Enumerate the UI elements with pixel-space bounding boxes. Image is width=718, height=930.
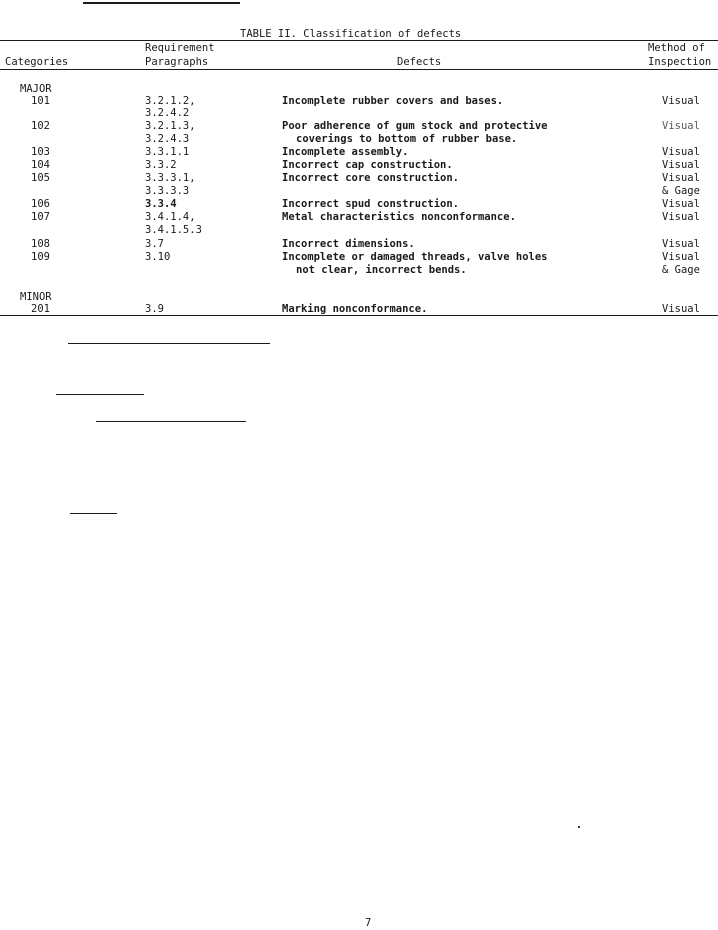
row-108-method: Visual — [662, 238, 700, 250]
row-101-category: 101 — [31, 95, 50, 107]
redaction-line-1 — [68, 343, 270, 344]
header-requirement-1: Requirement — [145, 42, 215, 54]
row-107-paragraph-1: 3.4.1.4, — [145, 211, 196, 223]
row-106-defect: Incorrect spud construction. — [282, 198, 460, 210]
row-201-method: Visual — [662, 303, 700, 315]
row-104-method: Visual — [662, 159, 700, 171]
header-categories: Categories — [5, 56, 69, 68]
row-105-defect: Incorrect core construction. — [282, 172, 460, 184]
table-top-rule — [0, 40, 718, 41]
group-label-minor: MINOR — [20, 291, 52, 303]
group-label-major: MAJOR — [20, 83, 52, 95]
row-105-paragraph-1: 3.3.3.1, — [145, 172, 196, 184]
top-redaction-line — [83, 2, 240, 4]
row-102-paragraph-2: 3.2.4.3 — [145, 133, 190, 145]
row-201-category: 201 — [31, 303, 50, 315]
row-106-paragraph-1: 3.3.4 — [145, 198, 177, 210]
row-108-category: 108 — [31, 238, 50, 250]
table-caption: TABLE II. Classification of defects — [240, 28, 462, 40]
row-106-category: 106 — [31, 198, 50, 210]
row-104-category: 104 — [31, 159, 50, 171]
row-102-defect-2: coverings to bottom of rubber base. — [296, 133, 518, 145]
row-108-defect: Incorrect dimensions. — [282, 238, 415, 250]
row-101-defect: Incomplete rubber covers and bases. — [282, 95, 504, 107]
header-method-1: Method of — [648, 42, 705, 54]
row-106-method: Visual — [662, 198, 700, 210]
row-103-category: 103 — [31, 146, 50, 158]
redaction-line-3 — [96, 421, 246, 422]
row-103-defect: Incomplete assembly. — [282, 146, 409, 158]
table-header-rule — [0, 69, 718, 70]
row-201-paragraph-1: 3.9 — [145, 303, 164, 315]
row-105-paragraph-2: 3.3.3.3 — [145, 185, 190, 197]
row-103-paragraph-1: 3.3.1.1 — [145, 146, 190, 158]
row-109-method-2: & Gage — [662, 264, 700, 276]
row-105-category: 105 — [31, 172, 50, 184]
row-104-defect: Incorrect cap construction. — [282, 159, 453, 171]
row-109-paragraph-1: 3.10 — [145, 251, 171, 263]
row-104-paragraph-1: 3.3.2 — [145, 159, 177, 171]
row-201-defect: Marking nonconformance. — [282, 303, 428, 315]
row-105-method-2: & Gage — [662, 185, 700, 197]
row-101-paragraph-1: 3.2.1.2, — [145, 95, 196, 107]
row-109-defect-2: not clear, incorrect bends. — [296, 264, 467, 276]
header-defects: Defects — [397, 56, 442, 68]
header-method-2: Inspection — [648, 56, 712, 68]
row-108-paragraph-1: 3.7 — [145, 238, 164, 250]
row-102-defect-1: Poor adherence of gum stock and protective — [282, 120, 548, 132]
redaction-line-4 — [70, 513, 117, 514]
row-105-method-1: Visual — [662, 172, 700, 184]
stray-mark — [578, 826, 580, 828]
row-109-defect-1: Incomplete or damaged threads, valve holes — [282, 251, 548, 263]
row-102-paragraph-1: 3.2.1.3, — [145, 120, 196, 132]
row-107-category: 107 — [31, 211, 50, 223]
row-101-paragraph-2: 3.2.4.2 — [145, 107, 190, 119]
page-number: 7 — [365, 917, 372, 929]
row-109-method-1: Visual — [662, 251, 700, 263]
redaction-line-2 — [56, 394, 144, 395]
row-101-method: Visual — [662, 95, 700, 107]
row-102-category: 102 — [31, 120, 50, 132]
row-107-method: Visual — [662, 211, 700, 223]
header-requirement-2: Paragraphs — [145, 56, 209, 68]
row-107-paragraph-2: 3.4.1.5.3 — [145, 224, 202, 236]
row-103-method: Visual — [662, 146, 700, 158]
row-109-category: 109 — [31, 251, 50, 263]
table-bottom-rule — [0, 315, 718, 316]
row-107-defect: Metal characteristics nonconformance. — [282, 211, 516, 223]
row-102-method: Visual — [662, 120, 700, 132]
